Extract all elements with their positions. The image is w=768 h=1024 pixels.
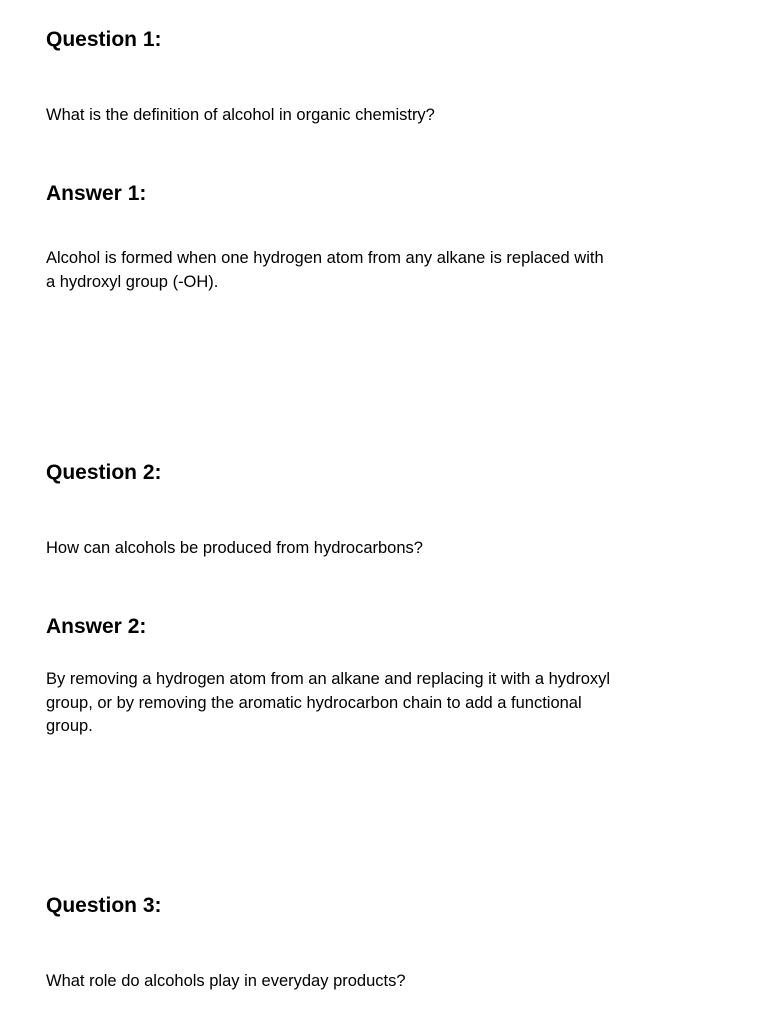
answer-2-text: By removing a hydrogen atom from an alkane and replacing it with a hydroxyl group, or by removing the aromatic hydrocarbon chain to add a functional group. [46, 670, 611, 735]
question-3-text: What role do alcohols play in everyday products? [46, 972, 406, 990]
answer-2-heading: Answer 2: [46, 615, 147, 638]
question-2-text: How can alcohols be produced from hydrocarbons? [46, 539, 423, 557]
question-3-heading: Question 3: [46, 894, 162, 917]
question-1-heading: Question 1: [46, 28, 162, 51]
question-2-heading: Question 2: [46, 461, 162, 484]
question-1-text: What is the definition of alcohol in organic chemistry? [46, 106, 435, 124]
answer-1-heading: Answer 1: [46, 182, 147, 205]
answer-1-text: Alcohol is formed when one hydrogen atom from any alkane is replaced with a hydroxyl group (-OH). [46, 249, 604, 291]
